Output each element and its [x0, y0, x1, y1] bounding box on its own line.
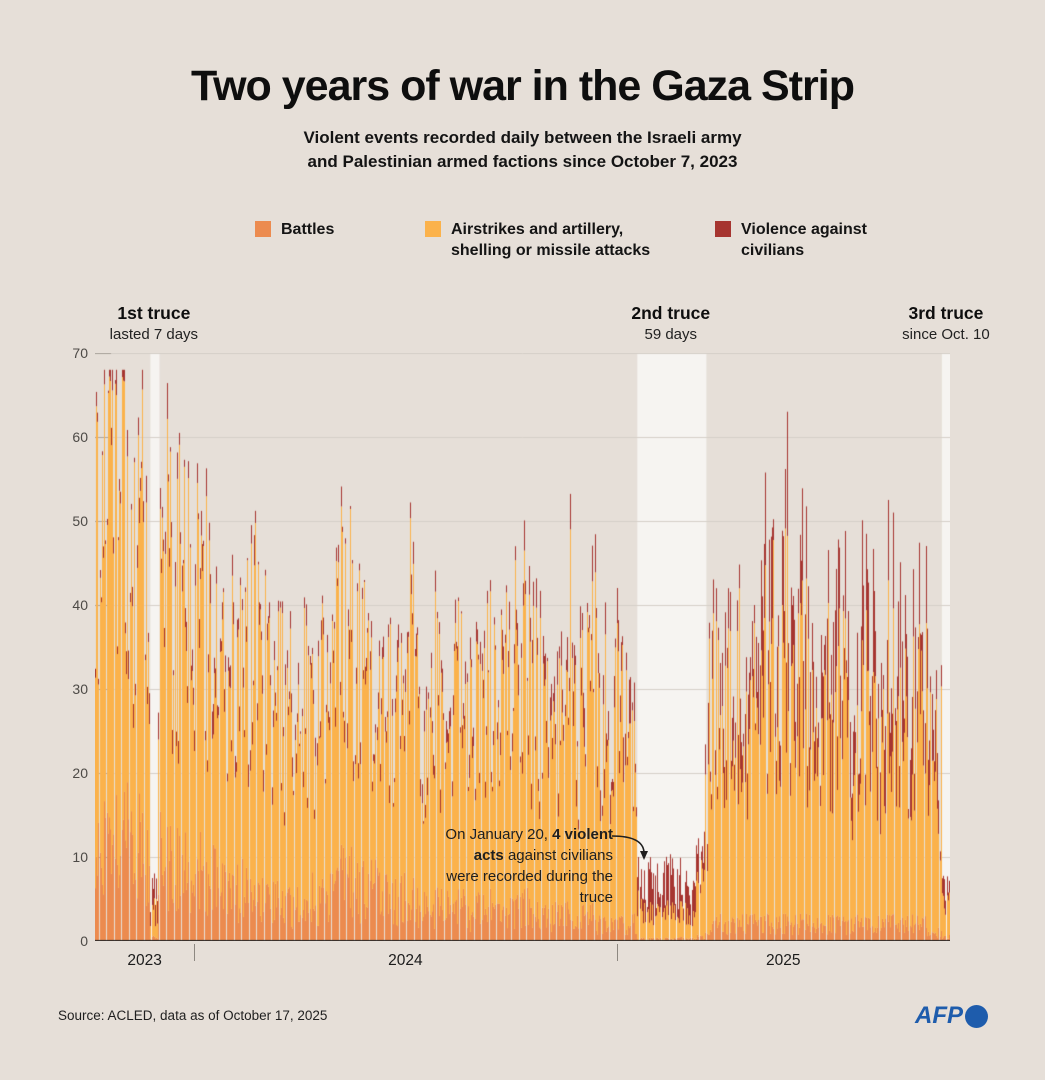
annotation-arrow-icon — [598, 824, 660, 868]
y-axis-tick-label: 50 — [72, 513, 88, 529]
legend-label: Battles — [281, 221, 335, 238]
legend-label: Violence against — [741, 221, 867, 238]
truce-label-3rd — [902, 303, 990, 345]
afp-logo — [915, 1002, 988, 1030]
y-axis-tick-label: 60 — [72, 429, 88, 445]
annotation-text-after: against civilians were recorded during the truce — [446, 847, 613, 906]
subtitle-line1: Violent events recorded daily between the Israeli army — [303, 128, 742, 147]
truce-name: 3rd truce — [908, 303, 984, 323]
truce-name: 1st truce — [117, 303, 191, 323]
x-axis-year-label: 2025 — [766, 952, 801, 969]
legend-label-line2: shelling or missile attacks — [451, 242, 651, 259]
x-axis-year-label: 2024 — [388, 952, 423, 969]
x-axis-year-label: 2023 — [127, 952, 162, 969]
y-axis-tick-label: 20 — [72, 765, 88, 781]
truce-name: 2nd truce — [631, 303, 711, 323]
x-axis-year-tick — [194, 944, 195, 961]
y-axis-tick-label: 30 — [72, 681, 88, 697]
x-axis-year-tick — [617, 944, 618, 961]
afp-logo-dot-icon — [965, 1005, 988, 1028]
y-axis-tick-label: 70 — [72, 345, 88, 361]
truce-label-1st — [110, 303, 198, 345]
truce-detail: since Oct. 10 — [902, 326, 990, 343]
page-title: Two years of war in the Gaza Strip — [191, 62, 854, 110]
subtitle-line2: and Palestinian armed factions since October 7, 2023 — [307, 152, 738, 171]
truce-detail: lasted 7 days — [109, 326, 199, 343]
y-axis-tick-label: 0 — [80, 933, 88, 949]
source-text: Source: ACLED, data as of October 17, 2025 — [58, 1008, 328, 1023]
truce-detail: 59 days — [644, 326, 698, 343]
annotation-text: On January 20, — [445, 826, 553, 843]
truce-annotation — [443, 824, 613, 908]
y-axis-tick-label: 40 — [72, 597, 88, 613]
truce-label-2nd — [631, 303, 710, 345]
y-axis-tick-label: 10 — [72, 849, 88, 865]
legend-label: Airstrikes and artillery, — [451, 221, 624, 238]
afp-logo-text: AFP — [915, 1002, 963, 1029]
annotation-bold-text: 4 violent acts — [473, 826, 613, 864]
legend-label-line2: civilians — [741, 242, 805, 259]
